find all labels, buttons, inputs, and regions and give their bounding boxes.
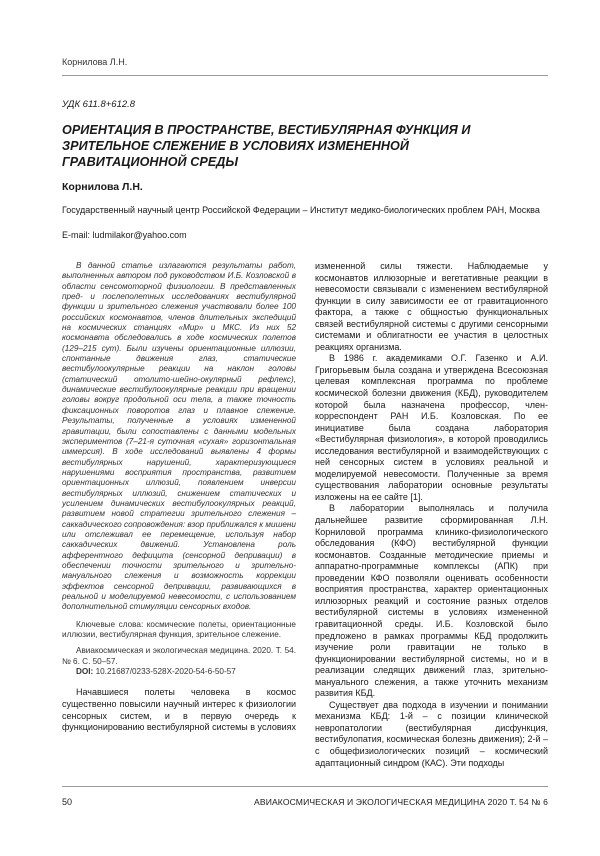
article-title: ОРИЕНТАЦИЯ В ПРОСТРАНСТВЕ, ВЕСТИБУЛЯРНАЯ ФУНКЦИЯ И ЗРИТЕЛЬНОЕ СЛЕЖЕНИЕ В УСЛОВИЯХ ИЗМЕНЕННОЙ ГРАВИТАЦИОННОЙ СРЕДЫ <box>62 123 471 169</box>
doi-line <box>62 667 296 677</box>
body-paragraph-2: В 1986 г. академиками О.Г. Газенко и А.И. Григорьевым была создана и утверждена Всесоюзная целевая комплексная программа по проблеме космической болезни движения (КБД), руководителем которой была назначена профессор, член-корреспондент РАН И.Б. Козловская. По ее инициативе была создана лаборатория «Вестибулярная физиология», в которой проводились исследования вестибулярной и взаимодействующих с ней сенсорных систем в условиях реальной и моделируемой невесомости. Полученные за время существования лаборатории основные результаты изложены на ее сайте [1]. <box>315 353 548 502</box>
author-email[interactable]: E-mail: ludmilakor@yahoo.com <box>62 230 187 240</box>
footer-rule <box>62 786 548 787</box>
body-paragraph-1: измененной силы тяжести. Наблюдаемые у космонавтов иллюзорные и вегетативные реакции в невесомости связывали с изменением вестибулярной функции в силу зависимости ее от гравитационного фактора, а также с общностью функциональных связей вестибулярной системы с другими сенсорными системами и облигатности ее участия в целостных реакциях организма. <box>315 261 548 352</box>
article-author: Корнилова Л.Н. <box>62 181 143 193</box>
body-paragraph-3: В лаборатории выполнялась и получила дальнейшее развитие сформированная Л.Н. Корниловой программа клинико-физиологического обследования (КФО) вестибулярной функции космонавтов. Созданные методические приемы и аппаратно-программные комплексы (АПК) при проведении КФО позволяли оценивать особенности восприятия пространства, характер ориентационных иллюзорных реакций и состояние разных отделов вестибулярной системы в условиях измененной гравитационной среды. И.Б. Козловской было предложено в рамках программы КБД продолжить изучение роли гравитации не только в функционировании вестибулярной системы, но и в реализации следящих движений глаз, зрительно-мануального слежения, а также уточнить механизм развития КБД. <box>315 503 548 699</box>
intro-paragraph: Начавшиеся полеты человека в космос существенно повысили научный интерес к физиологии сенсорных систем, и в первую очередь к функционированию вестибулярной системы в условиях <box>62 687 296 733</box>
doi-value[interactable]: 10.21687/0233-528X-2020-54-6-50-57 <box>95 667 236 677</box>
body-paragraph-4: Существует два подхода в изучении и понимании механизма КБД: 1-й – с позиции клинической невропатологии (вестибулярная дисфункция, вестибулопатия, космическая болезнь движения); 2-й – с общефизиологических позиций – космический адаптационный синдром (КАС). Эти подходы <box>315 699 548 768</box>
keywords: Ключевые слова: космические полеты, ориентационные иллюзии, вестибулярная функция, зрительное слежение. <box>62 619 296 640</box>
doi-label: DOI: <box>76 667 94 677</box>
abstract: В данной статье излагаются результаты работ, выполненных автором под руководством И.Б. Козловской в области сенсомоторной физиологии. В представленных пред- и послеполетных исследованиях вестибулярной функции и зрительного слежения участвовали более 100 российских космонавтов, членов длительных экспедиций на космических станциях «Мир» и МКС. Из них 52 космонавта обследовались в ходе космических полетов (129–215 сут). Были изучены ориентационные иллюзии, спонтанные движения глаз, статические вестибулоокулярные реакции на наклон головы (статический отолито-шейно-окулярный рефлекс), динамические вестибулоокулярные реакции при вращении головы вокруг продольной оси тела, а также точность фиксационных поворотов глаз и плавное слежение. Результаты, полученные в условиях измененной гравитации, были сопоставлены с данными модельных экспериментов (7–21-я суточная «сухая» горизонтальная иммерсия). В ходе исследований выявлены 4 формы вестибулярных нарушений, характеризующиеся нарушениями восприятия пространства, развитием ориентационных иллюзий, появлением инверсии вестибулярных иллюзий, снижением статических и усилением динамических вестибулоокулярных реакций, развитием новой стратегии зрительного слежения – саккадического сопровождения: взор приближался к мишени или отслеживал ее перемещение, используя набор саккадических движений. Установлена роль афферентного дефицита (сенсорной депривации) в обеспечении точности зрительного и зрительно-мануального слежения и возможность коррекции эффектов сенсорной депривации, развивающихся в реальной и моделируемой невесомости, с использованием дополнительной стимуляции сенсорных входов. <box>62 261 296 612</box>
left-column <box>62 261 296 734</box>
journal-name: АВИАКОСМИЧЕСКАЯ И ЭКОЛОГИЧЕСКАЯ МЕДИЦИНА 2020 Т. 54 № 6 <box>254 797 548 807</box>
right-column <box>315 261 548 769</box>
citation: Авиакосмическая и экологическая медицина. 2020. Т. 54. № 6. С. 50–57. <box>62 646 296 666</box>
udc-code: УДК 611.8+612.8 <box>62 99 136 110</box>
header-rule <box>62 75 548 76</box>
author-affiliation: Государственный научный центр Российской Федерации – Институт медико-биологических проблем РАН, Москва <box>62 205 540 215</box>
running-head-author: Корнилова Л.Н. <box>62 57 128 67</box>
page-number: 50 <box>62 797 73 807</box>
